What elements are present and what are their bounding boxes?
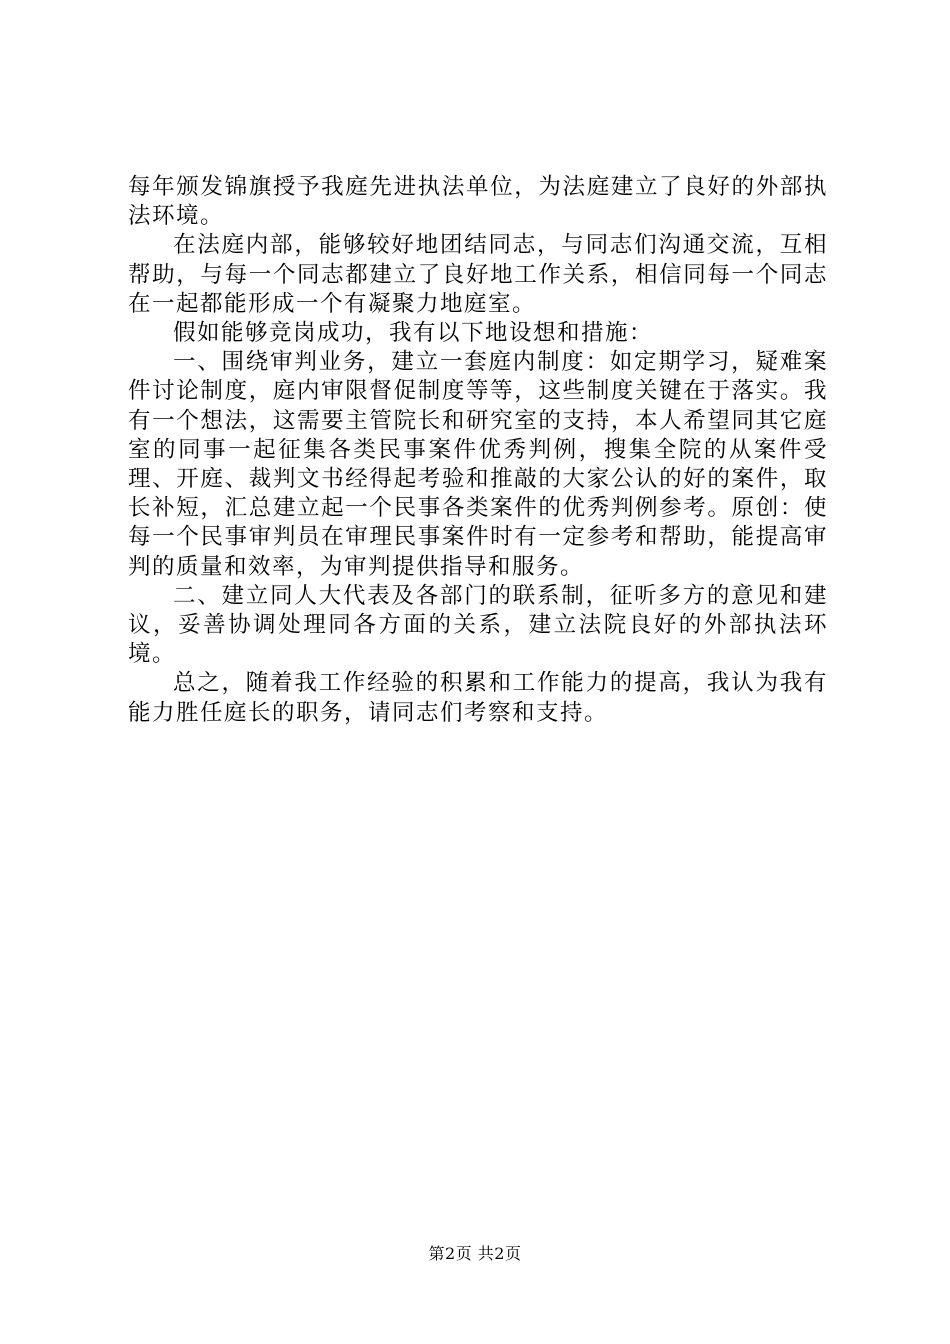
paragraph-measure-two: 二、建立同人大代表及各部门的联系制，征听多方的意见和建议，妥善协调处理同各方面的关系，建立法院良好的外部执法环境。 <box>128 582 828 668</box>
paragraph-measure-one: 一、围绕审判业务，建立一套庭内制度：如定期学习，疑难案件讨论制度，庭内审限督促制度等等，这些制度关键在于落实。我有一个想法，这需要主管院长和研究室的支持，本人希望同其它庭室的同事一起征集各类民事案件优秀判例，搜集全院的从案件受理、开庭、裁判文书经得起考验和推敲的大家公认的好的案件，取长补短，汇总建立起一个民事各类案件的优秀判例参考。原创：使每一个民事审判员在审理民事案件时有一定参考和帮助，能提高审判的质量和效率，为审判提供指导和服务。 <box>128 349 828 580</box>
document-body <box>128 173 828 728</box>
page-number-footer: 第2页 共2页 <box>428 1244 522 1263</box>
paragraph-plan-intro: 假如能够竞岗成功，我有以下地设想和措施： <box>173 320 654 347</box>
paragraph-internal-relations: 在法庭内部，能够较好地团结同志，与同志们沟通交流，互相帮助，与每一个同志都建立了良好地工作关系，相信同每一个同志在一起都能形成一个有凝聚力地庭室。 <box>128 232 828 317</box>
paragraph-conclusion: 总之，随着我工作经验的积累和工作能力的提高，我认为我有能力胜任庭长的职务，请同志们考察和支持。 <box>128 670 828 726</box>
paragraph-continuation: 每年颁发锦旗授予我庭先进执法单位，为法庭建立了良好的外部执法环境。 <box>128 174 828 230</box>
